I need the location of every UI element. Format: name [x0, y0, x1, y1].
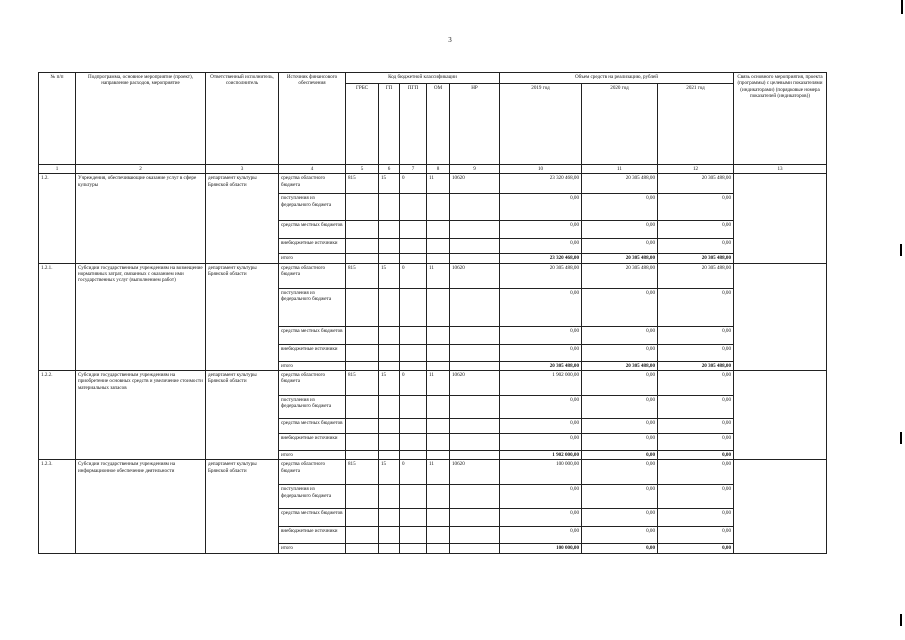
amount-2021: 0,00 — [658, 194, 734, 221]
code-pgp — [400, 288, 427, 326]
section-number: 1.2.1. — [39, 263, 76, 370]
amount-2019: 20 305 488,00 — [500, 361, 582, 370]
code-pgp — [400, 194, 427, 221]
table-row — [39, 371, 827, 396]
amount-2019: 0,00 — [500, 434, 582, 451]
column-number: 4 — [279, 165, 346, 174]
code-om — [427, 509, 450, 527]
amount-2020: 0,00 — [582, 194, 658, 221]
column-number: 5 — [346, 165, 379, 174]
code-pgp — [400, 451, 427, 460]
amount-2021: 20 305 488,00 — [658, 254, 734, 263]
code-om: 11 — [427, 460, 450, 485]
code-grbs — [346, 396, 379, 419]
code-np — [450, 419, 500, 434]
amount-2021: 0,00 — [658, 288, 734, 326]
column-number: 3 — [206, 165, 279, 174]
funding-source: средства местных бюджетов — [279, 326, 346, 344]
amount-2020: 0,00 — [582, 419, 658, 434]
section-executor: департамент культуры Брянской области — [206, 460, 279, 553]
code-gp — [379, 254, 400, 263]
funding-source: средства местных бюджетов — [279, 419, 346, 434]
amount-2020: 0,00 — [582, 509, 658, 527]
section-name: Субсидии государственным учреждениям на информационное обеспечение деятельности — [76, 460, 206, 553]
section-number: 1.2.3. — [39, 460, 76, 553]
funding-source: внебюджетные источники — [279, 434, 346, 451]
code-np — [450, 194, 500, 221]
amount-2020: 0,00 — [582, 371, 658, 396]
amount-2021: 0,00 — [658, 396, 734, 419]
header-pgp: ПГП — [400, 84, 427, 165]
amount-2021: 0,00 — [658, 326, 734, 344]
funding-source: средства областного бюджета — [279, 371, 346, 396]
amount-2020: 20 305 488,00 — [582, 174, 658, 194]
amount-2021: 0,00 — [658, 419, 734, 434]
amount-2019: 0,00 — [500, 344, 582, 361]
code-om — [427, 361, 450, 370]
code-np — [450, 239, 500, 254]
code-np: 10620 — [450, 263, 500, 288]
amount-2019: 0,00 — [500, 527, 582, 544]
amount-2021: 20 305 488,00 — [658, 361, 734, 370]
code-pgp — [400, 254, 427, 263]
code-grbs: 815 — [346, 460, 379, 485]
column-number: 9 — [450, 165, 500, 174]
code-om — [427, 396, 450, 419]
funding-source: поступления из федерального бюджета — [279, 485, 346, 509]
code-grbs — [346, 239, 379, 254]
code-pgp — [400, 544, 427, 553]
amount-2020: 0,00 — [582, 396, 658, 419]
section-number: 1.2. — [39, 174, 76, 263]
code-om — [427, 434, 450, 451]
indicator-link — [734, 371, 827, 460]
code-np — [450, 344, 500, 361]
amount-2020: 0,00 — [582, 221, 658, 239]
amount-2019: 0,00 — [500, 194, 582, 221]
section-executor: департамент культуры Брянской области — [206, 174, 279, 263]
code-grbs — [346, 419, 379, 434]
code-np — [450, 485, 500, 509]
funding-source: средства областного бюджета — [279, 263, 346, 288]
amount-2020: 0,00 — [582, 326, 658, 344]
amount-2019: 0,00 — [500, 485, 582, 509]
code-pgp — [400, 239, 427, 254]
header-om: ОМ — [427, 84, 450, 165]
funding-source: внебюджетные источники — [279, 239, 346, 254]
amount-2019: 0,00 — [500, 396, 582, 419]
code-grbs — [346, 485, 379, 509]
code-om — [427, 194, 450, 221]
code-grbs — [346, 509, 379, 527]
code-gp — [379, 396, 400, 419]
funding-source: средства областного бюджета — [279, 460, 346, 485]
code-pgp: 0 — [400, 174, 427, 194]
amount-2020: 0,00 — [582, 451, 658, 460]
amount-2021: 20 305 488,00 — [658, 263, 734, 288]
code-grbs — [346, 288, 379, 326]
amount-2020: 0,00 — [582, 544, 658, 553]
column-number: 7 — [400, 165, 427, 174]
indicator-link — [734, 174, 827, 263]
code-pgp — [400, 419, 427, 434]
amount-2021: 0,00 — [658, 239, 734, 254]
code-np — [450, 434, 500, 451]
amount-2019: 23 320 468,00 — [500, 254, 582, 263]
funding-source: итого — [279, 544, 346, 553]
funding-source: итого — [279, 361, 346, 370]
code-grbs — [346, 254, 379, 263]
code-pgp — [400, 361, 427, 370]
column-number: 12 — [658, 165, 734, 174]
code-gp — [379, 221, 400, 239]
code-gp — [379, 485, 400, 509]
column-number: 6 — [379, 165, 400, 174]
code-grbs — [346, 451, 379, 460]
code-np — [450, 326, 500, 344]
amount-2019: 0,00 — [500, 419, 582, 434]
code-om: 11 — [427, 263, 450, 288]
table-row — [39, 460, 827, 485]
header-volume-group: Объем средств на реализацию, рублей — [500, 73, 734, 84]
code-grbs — [346, 544, 379, 553]
code-gp: 15 — [379, 371, 400, 396]
code-om — [427, 419, 450, 434]
code-gp: 15 — [379, 460, 400, 485]
code-np — [450, 221, 500, 239]
funding-source: внебюджетные источники — [279, 527, 346, 544]
header-source: Источник финансового обеспечения — [279, 73, 346, 165]
code-np — [450, 288, 500, 326]
scan-edge-mark — [900, 614, 902, 626]
section-executor: департамент культуры Брянской области — [206, 263, 279, 370]
amount-2019: 0,00 — [500, 509, 582, 527]
code-grbs — [346, 344, 379, 361]
code-om — [427, 544, 450, 553]
code-pgp — [400, 527, 427, 544]
code-om — [427, 254, 450, 263]
code-gp — [379, 451, 400, 460]
code-pgp — [400, 221, 427, 239]
amount-2020: 0,00 — [582, 460, 658, 485]
code-om — [427, 527, 450, 544]
amount-2021: 0,00 — [658, 451, 734, 460]
code-np — [450, 396, 500, 419]
amount-2019: 23 320 468,00 — [500, 174, 582, 194]
funding-source: внебюджетные источники — [279, 344, 346, 361]
column-numbers-row — [39, 165, 827, 174]
amount-2021: 0,00 — [658, 509, 734, 527]
amount-2019: 0,00 — [500, 221, 582, 239]
scan-edge-mark — [900, 244, 902, 256]
amount-2020: 0,00 — [582, 239, 658, 254]
code-om — [427, 288, 450, 326]
amount-2020: 20 305 488,00 — [582, 263, 658, 288]
funding-source: поступления из федерального бюджета — [279, 396, 346, 419]
code-pgp — [400, 434, 427, 451]
header-no: № п/п — [39, 73, 76, 165]
code-pgp — [400, 344, 427, 361]
section-name: Субсидии государственным учреждениям на возмещение нормативных затрат, связанных с оказанием ими государственных услуг (выполнением работ) — [76, 263, 206, 370]
code-grbs — [346, 361, 379, 370]
section-number: 1.2.2. — [39, 371, 76, 460]
code-gp — [379, 326, 400, 344]
column-number: 8 — [427, 165, 450, 174]
amount-2020: 0,00 — [582, 288, 658, 326]
amount-2019: 0,00 — [500, 326, 582, 344]
budget-table — [38, 72, 827, 554]
code-grbs: 815 — [346, 174, 379, 194]
amount-2019: 1 902 000,00 — [500, 371, 582, 396]
indicator-link — [734, 263, 827, 370]
section-name: Субсидии государственным учреждениям на приобретение основных средств и увеличение стоимости материальных запасов — [76, 371, 206, 460]
amount-2021: 0,00 — [658, 460, 734, 485]
code-grbs — [346, 221, 379, 239]
code-gp: 15 — [379, 263, 400, 288]
code-pgp: 0 — [400, 460, 427, 485]
header-2019: 2019 год — [500, 84, 582, 165]
amount-2020: 20 305 488,00 — [582, 254, 658, 263]
code-pgp — [400, 509, 427, 527]
code-gp — [379, 509, 400, 527]
column-number: 11 — [582, 165, 658, 174]
amount-2020: 0,00 — [582, 485, 658, 509]
amount-2021: 0,00 — [658, 485, 734, 509]
amount-2021: 0,00 — [658, 344, 734, 361]
code-grbs: 815 — [346, 263, 379, 288]
code-om — [427, 239, 450, 254]
header-2021: 2021 год — [658, 84, 734, 165]
header-executor: Ответственный исполнитель, соисполнитель — [206, 73, 279, 165]
code-gp — [379, 527, 400, 544]
code-grbs — [346, 434, 379, 451]
section-name: Учреждения, обеспечивающие оказание услуг в сфере культуры — [76, 174, 206, 263]
table-row — [39, 263, 827, 288]
code-grbs — [346, 194, 379, 221]
scan-edge-mark — [901, 0, 903, 14]
table-body — [39, 174, 827, 553]
header-2020: 2020 год — [582, 84, 658, 165]
code-gp — [379, 419, 400, 434]
header-grbs: ГРБС — [346, 84, 379, 165]
code-grbs — [346, 326, 379, 344]
header-link: Связь основного мероприятия, проекта (программы) с целевыми показателями (индикаторами) (порядковые номера показателей (индикаторов)) — [734, 73, 827, 165]
amount-2021: 20 305 488,00 — [658, 174, 734, 194]
code-grbs — [346, 527, 379, 544]
scan-edge-mark — [900, 432, 902, 444]
section-executor: департамент культуры Брянской области — [206, 371, 279, 460]
code-gp — [379, 344, 400, 361]
code-om — [427, 221, 450, 239]
code-gp — [379, 239, 400, 254]
code-grbs: 815 — [346, 371, 379, 396]
amount-2019: 0,00 — [500, 288, 582, 326]
code-gp — [379, 544, 400, 553]
funding-source: итого — [279, 254, 346, 263]
code-gp — [379, 434, 400, 451]
header-np: НР — [450, 84, 500, 165]
code-np — [450, 527, 500, 544]
amount-2019: 100 000,00 — [500, 544, 582, 553]
funding-source: итого — [279, 451, 346, 460]
amount-2019: 100 000,00 — [500, 460, 582, 485]
amount-2020: 20 305 488,00 — [582, 361, 658, 370]
code-pgp — [400, 326, 427, 344]
amount-2021: 0,00 — [658, 371, 734, 396]
header-code-group: Код бюджетной классификации — [346, 73, 500, 84]
code-np: 10620 — [450, 371, 500, 396]
code-np — [450, 451, 500, 460]
funding-source: средства местных бюджетов — [279, 221, 346, 239]
code-pgp: 0 — [400, 263, 427, 288]
column-number: 13 — [734, 165, 827, 174]
code-gp — [379, 194, 400, 221]
code-pgp: 0 — [400, 371, 427, 396]
code-np — [450, 509, 500, 527]
funding-source: поступления из федерального бюджета — [279, 194, 346, 221]
column-number: 1 — [39, 165, 76, 174]
funding-source: средства местных бюджетов — [279, 509, 346, 527]
code-om — [427, 344, 450, 361]
code-np: 10620 — [450, 174, 500, 194]
amount-2019: 0,00 — [500, 239, 582, 254]
code-np — [450, 254, 500, 263]
funding-source: поступления из федерального бюджета — [279, 288, 346, 326]
code-np — [450, 361, 500, 370]
header-name: Подпрограмма, основное мероприятие (проект), направление расходов, мероприятие — [76, 73, 206, 165]
code-om: 11 — [427, 174, 450, 194]
code-om — [427, 451, 450, 460]
page-number: 3 — [448, 36, 452, 44]
code-om — [427, 485, 450, 509]
code-pgp — [400, 485, 427, 509]
column-number: 2 — [76, 165, 206, 174]
amount-2020: 0,00 — [582, 344, 658, 361]
code-om — [427, 326, 450, 344]
code-np — [450, 544, 500, 553]
amount-2021: 0,00 — [658, 527, 734, 544]
code-gp — [379, 288, 400, 326]
column-number: 10 — [500, 165, 582, 174]
indicator-link — [734, 460, 827, 553]
code-gp: 15 — [379, 174, 400, 194]
amount-2020: 0,00 — [582, 434, 658, 451]
code-np: 10620 — [450, 460, 500, 485]
code-pgp — [400, 396, 427, 419]
header-gp: ГП — [379, 84, 400, 165]
amount-2021: 0,00 — [658, 434, 734, 451]
amount-2019: 20 305 488,00 — [500, 263, 582, 288]
code-gp — [379, 361, 400, 370]
amount-2020: 0,00 — [582, 527, 658, 544]
amount-2019: 1 902 000,00 — [500, 451, 582, 460]
table-row — [39, 174, 827, 194]
amount-2021: 0,00 — [658, 221, 734, 239]
amount-2021: 0,00 — [658, 544, 734, 553]
code-om: 11 — [427, 371, 450, 396]
funding-source: средства областного бюджета — [279, 174, 346, 194]
